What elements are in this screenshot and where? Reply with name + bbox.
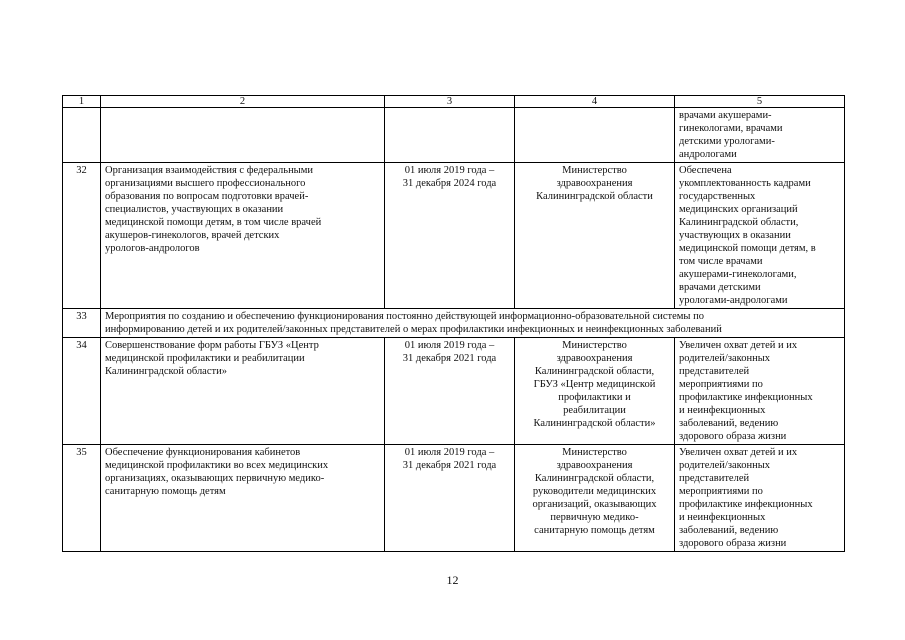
cell-text-line: Увеличен охват детей и их: [679, 340, 798, 351]
cell-responsible: [515, 108, 675, 163]
cell-text-line: 31 декабря 2021 года: [402, 460, 497, 471]
cell-result: [675, 338, 845, 445]
cell-result: [675, 163, 845, 309]
cell-text-line: Калининградской области,: [534, 473, 655, 484]
cell-text-line: родителей/законных: [679, 353, 771, 364]
cell-text-line: профилактике инфекционных: [679, 499, 813, 510]
cell-text-line: государственных: [679, 191, 756, 202]
table-row-continuation: [63, 108, 845, 163]
cell-text-line: врачами детскими: [679, 282, 761, 293]
cell-number: 32: [63, 163, 101, 309]
cell-text-line: 01 июля 2019 года –: [404, 447, 495, 458]
cell-text-line: 31 декабря 2024 года: [402, 178, 497, 189]
cell-text-line: мероприятиями по: [679, 486, 763, 497]
cell-text-line: 01 июля 2019 года –: [404, 340, 495, 351]
cell-text-line: врачами акушерами-: [679, 110, 772, 121]
cell-text-line: урологами-андрологами: [679, 295, 788, 306]
cell-text-line: андрологами: [679, 149, 737, 160]
cell-text-line: Обеспечена: [679, 165, 732, 176]
cell-text-line: медицинской профилактики и реабилитации: [105, 353, 305, 364]
cell-text-line: организациях, оказывающих первичную медико-: [105, 473, 325, 484]
header-col-2: 2: [101, 96, 385, 108]
cell-text-line: здорового образа жизни: [679, 538, 787, 549]
cell-responsible: [515, 338, 675, 445]
cell-text-line: Калининградской области: [536, 191, 653, 202]
cell-text-line: медицинской помощи детям, в том числе врачей: [105, 217, 322, 228]
cell-number: 35: [63, 445, 101, 552]
cell-measure: [101, 338, 385, 445]
table-row-33: [63, 309, 845, 338]
cell-text-line: Калининградской области,: [679, 217, 799, 228]
cell-text-line: и неинфекционных: [679, 405, 766, 416]
cell-text-line: заболеваний, ведению: [679, 418, 779, 429]
header-col-1: 1: [63, 96, 101, 108]
cell-measure: [101, 163, 385, 309]
cell-text-line: руководители медицинских: [532, 486, 657, 497]
cell-text-line: Мероприятия по созданию и обеспечению функционирования постоянно действующей информационно-образовательной системы по: [105, 311, 704, 322]
cell-section-title: [101, 309, 845, 338]
measures-table: [62, 95, 845, 552]
cell-text-line: родителей/законных: [679, 460, 771, 471]
cell-text-line: профилактике инфекционных: [679, 392, 813, 403]
cell-text-line: здравоохранения: [556, 178, 633, 189]
cell-text-line: участвующих в оказании: [679, 230, 791, 241]
cell-text-line: представителей: [679, 366, 750, 377]
cell-text-line: санитарную помощь детям: [534, 525, 655, 536]
cell-text-line: 31 декабря 2021 года: [402, 353, 497, 364]
cell-result: [675, 445, 845, 552]
cell-text-line: Калининградской области»: [105, 366, 227, 377]
cell-text-line: укомплектованность кадрами: [679, 178, 811, 189]
cell-text-line: здорового образа жизни: [679, 431, 787, 442]
cell-text-line: Увеличен охват детей и их: [679, 447, 798, 458]
table-header-row: [63, 96, 845, 108]
cell-text-line: и неинфекционных: [679, 512, 766, 523]
cell-text-line: образования по вопросам подготовки врачей-: [105, 191, 309, 202]
cell-text-line: здравоохранения: [556, 353, 633, 364]
header-col-4: 4: [515, 96, 675, 108]
cell-text-line: первичную медико-: [550, 512, 639, 523]
cell-responsible: [515, 163, 675, 309]
cell-text-line: Обеспечение функционирования кабинетов: [105, 447, 301, 458]
table-row-34: [63, 338, 845, 445]
cell-number: 34: [63, 338, 101, 445]
cell-measure: [101, 108, 385, 163]
cell-deadline: [385, 338, 515, 445]
cell-text-line: информированию детей и их родителей/законных представителей о мерах профилактики инфекционных и неинфекционных заболеваний: [105, 324, 722, 335]
cell-text-line: реабилитации: [563, 405, 626, 416]
cell-text-line: организациями высшего профессионального: [105, 178, 306, 189]
header-col-5: 5: [675, 96, 845, 108]
cell-deadline: [385, 445, 515, 552]
table-row-35: [63, 445, 845, 552]
cell-text-line: Совершенствование форм работы ГБУЗ «Центр: [105, 340, 319, 351]
cell-text-line: акушерами-гинекологами,: [679, 269, 797, 280]
cell-deadline: [385, 108, 515, 163]
cell-text-line: Министерство: [562, 165, 627, 176]
cell-text-line: санитарную помощь детям: [105, 486, 226, 497]
header-col-3: 3: [385, 96, 515, 108]
cell-number: [63, 108, 101, 163]
cell-text-line: медицинской помощи детям, в: [679, 243, 816, 254]
cell-text-line: 01 июля 2019 года –: [404, 165, 495, 176]
cell-deadline: [385, 163, 515, 309]
cell-text-line: медицинских организаций: [679, 204, 798, 215]
cell-text-line: ГБУЗ «Центр медицинской: [533, 379, 656, 390]
cell-text-line: урологов-андрологов: [105, 243, 200, 254]
table-row-32: [63, 163, 845, 309]
cell-text-line: Калининградской области»: [533, 418, 656, 429]
cell-result: [675, 108, 845, 163]
cell-text-line: специалистов, участвующих в оказании: [105, 204, 284, 215]
cell-text-line: Калининградской области,: [534, 366, 655, 377]
cell-text-line: Министерство: [562, 447, 627, 458]
cell-text-line: Министерство: [562, 340, 627, 351]
cell-text-line: акушеров-гинекологов, врачей детских: [105, 230, 280, 241]
cell-measure: [101, 445, 385, 552]
cell-text-line: гинекологами, врачами: [679, 123, 783, 134]
cell-text-line: организаций, оказывающих: [532, 499, 657, 510]
cell-text-line: медицинской профилактики во всех медицинских: [105, 460, 329, 471]
cell-number: 33: [63, 309, 101, 338]
cell-text-line: детскими урологами-: [679, 136, 775, 147]
cell-responsible: [515, 445, 675, 552]
cell-text-line: заболеваний, ведению: [679, 525, 779, 536]
page-number: 12: [446, 573, 459, 587]
cell-text-line: мероприятиями по: [679, 379, 763, 390]
cell-text-line: профилактики и: [558, 392, 631, 403]
cell-text-line: представителей: [679, 473, 750, 484]
cell-text-line: Организация взаимодействия с федеральными: [105, 165, 314, 176]
cell-text-line: здравоохранения: [556, 460, 633, 471]
cell-text-line: том числе врачами: [679, 256, 763, 267]
